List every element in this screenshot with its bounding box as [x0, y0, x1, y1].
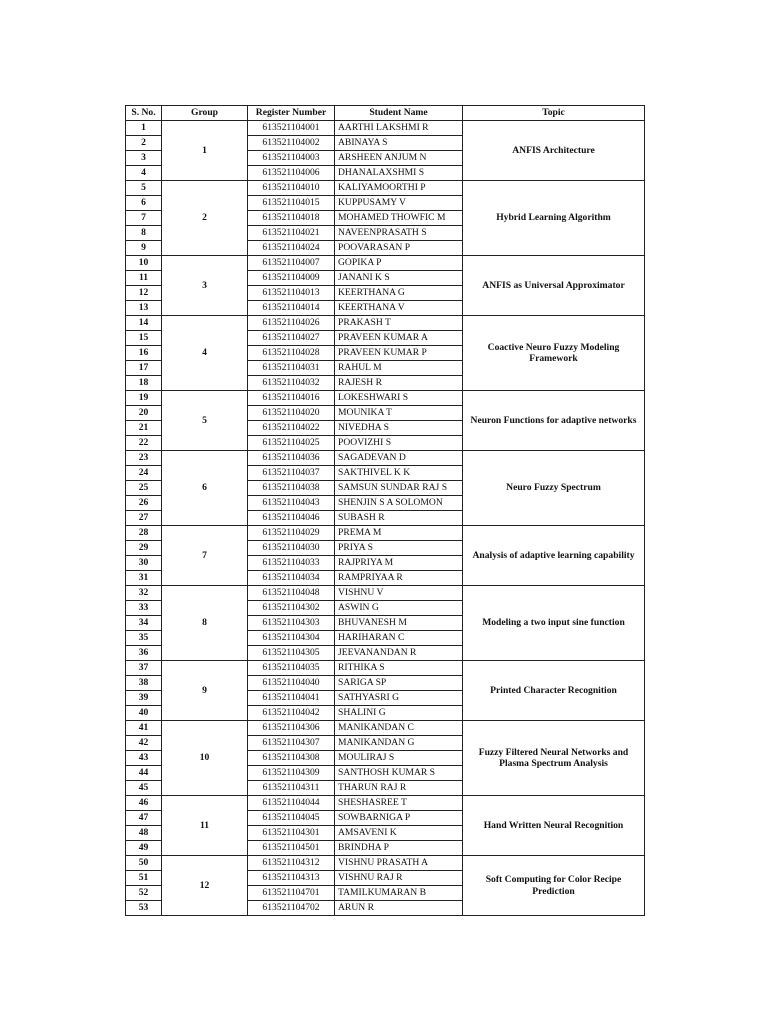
serial-number-cell: 47	[126, 811, 162, 826]
header-student-name: Student Name	[335, 106, 463, 121]
serial-number-cell: 14	[126, 316, 162, 331]
group-number-cell: 6	[162, 451, 248, 526]
serial-number-cell: 32	[126, 586, 162, 601]
serial-number-cell: 18	[126, 376, 162, 391]
student-name-cell: SHALINI G	[335, 706, 463, 721]
student-name-cell: RITHIKA S	[335, 661, 463, 676]
register-number-cell: 613521104002	[248, 136, 335, 151]
register-number-cell: 613521104031	[248, 361, 335, 376]
serial-number-cell: 37	[126, 661, 162, 676]
serial-number-cell: 12	[126, 286, 162, 301]
register-number-cell: 613521104009	[248, 271, 335, 286]
serial-number-cell: 50	[126, 856, 162, 871]
register-number-cell: 613521104013	[248, 286, 335, 301]
register-number-cell: 613521104034	[248, 571, 335, 586]
serial-number-cell: 15	[126, 331, 162, 346]
table-row	[126, 526, 645, 541]
student-name-cell: SANTHOSH KUMAR S	[335, 766, 463, 781]
group-number-cell: 2	[162, 181, 248, 256]
student-name-cell: PRAVEEN KUMAR P	[335, 346, 463, 361]
serial-number-cell: 39	[126, 691, 162, 706]
student-name-cell: THARUN RAJ R	[335, 781, 463, 796]
student-name-cell: VISHNU V	[335, 586, 463, 601]
register-number-cell: 613521104305	[248, 646, 335, 661]
table-row	[126, 181, 645, 196]
table-row	[126, 661, 645, 676]
register-number-cell: 613521104003	[248, 151, 335, 166]
topic-cell: Modeling a two input sine function	[463, 586, 645, 661]
serial-number-cell: 30	[126, 556, 162, 571]
register-number-cell: 613521104014	[248, 301, 335, 316]
serial-number-cell: 6	[126, 196, 162, 211]
register-number-cell: 613521104020	[248, 406, 335, 421]
serial-number-cell: 17	[126, 361, 162, 376]
student-name-cell: ABINAYA S	[335, 136, 463, 151]
student-name-cell: NAVEENPRASATH S	[335, 226, 463, 241]
topic-cell: Analysis of adaptive learning capability	[463, 526, 645, 586]
student-name-cell: AARTHI LAKSHMI R	[335, 121, 463, 136]
group-number-cell: 12	[162, 856, 248, 916]
register-number-cell: 613521104027	[248, 331, 335, 346]
register-number-cell: 613521104022	[248, 421, 335, 436]
student-name-cell: JEEVANANDAN R	[335, 646, 463, 661]
table-body	[126, 121, 645, 916]
serial-number-cell: 28	[126, 526, 162, 541]
group-number-cell: 5	[162, 391, 248, 451]
student-name-cell: MOHAMED THOWFIC M	[335, 211, 463, 226]
register-number-cell: 613521104036	[248, 451, 335, 466]
student-name-cell: SOWBARNIGA P	[335, 811, 463, 826]
student-name-cell: NIVEDHA S	[335, 421, 463, 436]
register-number-cell: 613521104045	[248, 811, 335, 826]
table-header-row	[126, 106, 645, 121]
register-number-cell: 613521104026	[248, 316, 335, 331]
register-number-cell: 613521104030	[248, 541, 335, 556]
student-name-cell: ASWIN G	[335, 601, 463, 616]
serial-number-cell: 21	[126, 421, 162, 436]
register-number-cell: 613521104024	[248, 241, 335, 256]
topic-cell: Printed Character Recognition	[463, 661, 645, 721]
table-row	[126, 316, 645, 331]
serial-number-cell: 52	[126, 886, 162, 901]
serial-number-cell: 1	[126, 121, 162, 136]
table-row	[126, 121, 645, 136]
student-name-cell: RAJPRIYA M	[335, 556, 463, 571]
topic-cell: Soft Computing for Color Recipe Prediction	[463, 856, 645, 916]
student-name-cell: SHESHASREE T	[335, 796, 463, 811]
register-number-cell: 613521104007	[248, 256, 335, 271]
document-page	[125, 105, 645, 916]
register-number-cell: 613521104307	[248, 736, 335, 751]
serial-number-cell: 31	[126, 571, 162, 586]
student-name-cell: KEERTHANA V	[335, 301, 463, 316]
student-name-cell: MOULIRAJ S	[335, 751, 463, 766]
serial-number-cell: 8	[126, 226, 162, 241]
serial-number-cell: 25	[126, 481, 162, 496]
register-number-cell: 613521104037	[248, 466, 335, 481]
register-number-cell: 613521104035	[248, 661, 335, 676]
student-name-cell: AMSAVENI K	[335, 826, 463, 841]
group-number-cell: 8	[162, 586, 248, 661]
student-name-cell: MOUNIKA T	[335, 406, 463, 421]
serial-number-cell: 45	[126, 781, 162, 796]
student-name-cell: RAJESH R	[335, 376, 463, 391]
student-name-cell: PRAKASH T	[335, 316, 463, 331]
register-number-cell: 613521104309	[248, 766, 335, 781]
serial-number-cell: 19	[126, 391, 162, 406]
register-number-cell: 613521104025	[248, 436, 335, 451]
topic-cell: Neuron Functions for adaptive networks	[463, 391, 645, 451]
serial-number-cell: 41	[126, 721, 162, 736]
student-name-cell: HARIHARAN C	[335, 631, 463, 646]
serial-number-cell: 27	[126, 511, 162, 526]
group-number-cell: 11	[162, 796, 248, 856]
register-number-cell: 613521104021	[248, 226, 335, 241]
register-number-cell: 613521104303	[248, 616, 335, 631]
student-name-cell: JANANI K S	[335, 271, 463, 286]
serial-number-cell: 29	[126, 541, 162, 556]
serial-number-cell: 43	[126, 751, 162, 766]
serial-number-cell: 10	[126, 256, 162, 271]
register-number-cell: 613521104312	[248, 856, 335, 871]
serial-number-cell: 5	[126, 181, 162, 196]
student-name-cell: SATHYASRI G	[335, 691, 463, 706]
topic-cell: Hand Written Neural Recognition	[463, 796, 645, 856]
student-name-cell: RAHUL M	[335, 361, 463, 376]
register-number-cell: 613521104301	[248, 826, 335, 841]
student-name-cell: BRINDHA P	[335, 841, 463, 856]
serial-number-cell: 33	[126, 601, 162, 616]
register-number-cell: 613521104006	[248, 166, 335, 181]
serial-number-cell: 49	[126, 841, 162, 856]
table-row	[126, 391, 645, 406]
serial-number-cell: 3	[126, 151, 162, 166]
topic-cell: ANFIS Architecture	[463, 121, 645, 181]
group-number-cell: 7	[162, 526, 248, 586]
table-row	[126, 586, 645, 601]
serial-number-cell: 11	[126, 271, 162, 286]
student-name-cell: PREMA M	[335, 526, 463, 541]
topic-cell: Coactive Neuro Fuzzy Modeling Framework	[463, 316, 645, 391]
topic-cell: Fuzzy Filtered Neural Networks and Plasma Spectrum Analysis	[463, 721, 645, 796]
register-number-cell: 613521104029	[248, 526, 335, 541]
register-number-cell: 613521104041	[248, 691, 335, 706]
student-name-cell: SHENJIN S A SOLOMON	[335, 496, 463, 511]
group-number-cell: 9	[162, 661, 248, 721]
group-number-cell: 4	[162, 316, 248, 391]
group-number-cell: 3	[162, 256, 248, 316]
serial-number-cell: 46	[126, 796, 162, 811]
student-name-cell: PRAVEEN KUMAR A	[335, 331, 463, 346]
register-number-cell: 613521104018	[248, 211, 335, 226]
register-number-cell: 613521104043	[248, 496, 335, 511]
header-topic: Topic	[463, 106, 645, 121]
serial-number-cell: 4	[126, 166, 162, 181]
serial-number-cell: 51	[126, 871, 162, 886]
serial-number-cell: 9	[126, 241, 162, 256]
student-name-cell: KUPPUSAMY V	[335, 196, 463, 211]
student-name-cell: ARSHEEN ANJUM N	[335, 151, 463, 166]
serial-number-cell: 35	[126, 631, 162, 646]
serial-number-cell: 42	[126, 736, 162, 751]
register-number-cell: 613521104016	[248, 391, 335, 406]
register-number-cell: 613521104302	[248, 601, 335, 616]
register-number-cell: 613521104702	[248, 901, 335, 916]
serial-number-cell: 34	[126, 616, 162, 631]
student-name-cell: TAMILKUMARAN B	[335, 886, 463, 901]
serial-number-cell: 48	[126, 826, 162, 841]
student-name-cell: SAGADEVAN D	[335, 451, 463, 466]
student-name-cell: SARIGA SP	[335, 676, 463, 691]
register-number-cell: 613521104306	[248, 721, 335, 736]
serial-number-cell: 16	[126, 346, 162, 361]
student-name-cell: GOPIKA P	[335, 256, 463, 271]
student-name-cell: BHUVANESH M	[335, 616, 463, 631]
register-number-cell: 613521104042	[248, 706, 335, 721]
register-number-cell: 613521104313	[248, 871, 335, 886]
serial-number-cell: 23	[126, 451, 162, 466]
table-row	[126, 856, 645, 871]
register-number-cell: 613521104311	[248, 781, 335, 796]
serial-number-cell: 20	[126, 406, 162, 421]
student-name-cell: PRIYA S	[335, 541, 463, 556]
register-number-cell: 613521104033	[248, 556, 335, 571]
register-number-cell: 613521104046	[248, 511, 335, 526]
table-row	[126, 796, 645, 811]
header-group: Group	[162, 106, 248, 121]
serial-number-cell: 38	[126, 676, 162, 691]
serial-number-cell: 7	[126, 211, 162, 226]
register-number-cell: 613521104010	[248, 181, 335, 196]
register-number-cell: 613521104701	[248, 886, 335, 901]
student-name-cell: SUBASH R	[335, 511, 463, 526]
student-name-cell: POOVARASAN P	[335, 241, 463, 256]
serial-number-cell: 24	[126, 466, 162, 481]
student-name-cell: KEERTHANA G	[335, 286, 463, 301]
serial-number-cell: 22	[126, 436, 162, 451]
group-number-cell: 1	[162, 121, 248, 181]
student-name-cell: SAKTHIVEL K K	[335, 466, 463, 481]
serial-number-cell: 26	[126, 496, 162, 511]
register-number-cell: 613521104032	[248, 376, 335, 391]
serial-number-cell: 13	[126, 301, 162, 316]
register-number-cell: 613521104044	[248, 796, 335, 811]
register-number-cell: 613521104038	[248, 481, 335, 496]
topic-cell: Hybrid Learning Algorithm	[463, 181, 645, 256]
register-number-cell: 613521104048	[248, 586, 335, 601]
group-number-cell: 10	[162, 721, 248, 796]
student-name-cell: ARUN R	[335, 901, 463, 916]
student-name-cell: VISHNU RAJ R	[335, 871, 463, 886]
register-number-cell: 613521104001	[248, 121, 335, 136]
register-number-cell: 613521104028	[248, 346, 335, 361]
header-register-number: Register Number	[248, 106, 335, 121]
register-number-cell: 613521104015	[248, 196, 335, 211]
serial-number-cell: 2	[126, 136, 162, 151]
register-number-cell: 613521104040	[248, 676, 335, 691]
student-name-cell: VISHNU PRASATH A	[335, 856, 463, 871]
register-number-cell: 613521104304	[248, 631, 335, 646]
serial-number-cell: 36	[126, 646, 162, 661]
serial-number-cell: 53	[126, 901, 162, 916]
topic-cell: Neuro Fuzzy Spectrum	[463, 451, 645, 526]
student-name-cell: KALIYAMOORTHI P	[335, 181, 463, 196]
register-number-cell: 613521104308	[248, 751, 335, 766]
register-number-cell: 613521104501	[248, 841, 335, 856]
student-name-cell: POOVIZHI S	[335, 436, 463, 451]
student-name-cell: MANIKANDAN G	[335, 736, 463, 751]
student-name-cell: DHANALAXSHMI S	[335, 166, 463, 181]
table-row	[126, 256, 645, 271]
student-name-cell: LOKESHWARI S	[335, 391, 463, 406]
student-name-cell: MANIKANDAN C	[335, 721, 463, 736]
table-row	[126, 721, 645, 736]
student-name-cell: RAMPRIYAA R	[335, 571, 463, 586]
table-row	[126, 451, 645, 466]
serial-number-cell: 44	[126, 766, 162, 781]
serial-number-cell: 40	[126, 706, 162, 721]
header-sno: S. No.	[126, 106, 162, 121]
student-name-cell: SAMSUN SUNDAR RAJ S	[335, 481, 463, 496]
topic-cell: ANFIS as Universal Approximator	[463, 256, 645, 316]
student-topic-table	[125, 105, 645, 916]
